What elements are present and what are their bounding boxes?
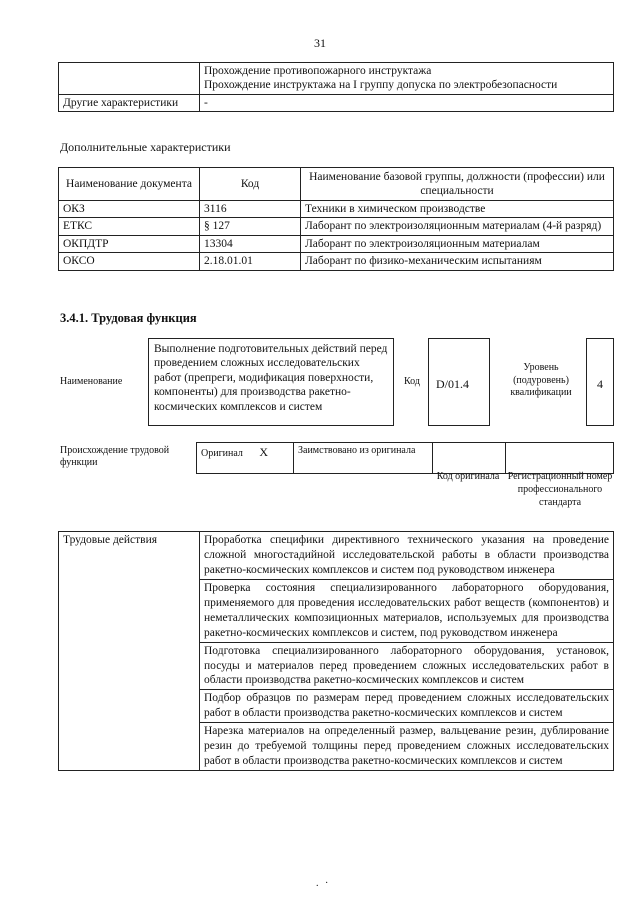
- top-characteristics-table: [58, 62, 614, 112]
- origin-code-caption: Код оригинала: [436, 471, 500, 482]
- reg-number-caption: Регистрационный номер профессионального стандарта: [507, 471, 613, 508]
- table-row: [197, 443, 614, 474]
- qualification-level-label: Уровень (подуровень) квалификации: [510, 362, 572, 398]
- table-row: [59, 218, 614, 235]
- qualification-level-value: 4: [586, 338, 614, 426]
- page-number: 31: [314, 36, 326, 50]
- doc-name-cell: ЕТКС: [59, 218, 200, 235]
- table-row: [59, 94, 614, 111]
- additional-characteristics-table: [58, 167, 614, 271]
- instruction-cell: [200, 63, 614, 95]
- origin-code-cell: [433, 443, 506, 474]
- labor-action-item: Проверка состояния специализированного лабораторного оборудования, применяемого для проведения исследовательских работ веществ (компонентов) и неметаллических композиционных материалов, используемых для производства ракетно-космических комплексов и систем, под руководством инженера: [200, 579, 614, 642]
- header-code: Код: [200, 168, 301, 201]
- function-name-label: Наименование: [60, 376, 123, 387]
- labor-action-item: Подбор образцов по размерам перед проведением сложных исследовательских работ в области производства ракетно-космических комплексов и систем: [200, 690, 614, 723]
- code-cell: 2.18.01.01: [200, 253, 301, 270]
- function-name-value: Выполнение подготовительных действий перед проведением сложных исследовательских работ (препреги, модификация поверхности, компоненты) для производства ракетно-космических комплексов и систем: [148, 338, 394, 426]
- header-base-group: Наименование базовой группы, должности (профессии) или специальности: [301, 168, 614, 201]
- labor-actions-table: [58, 531, 614, 771]
- doc-name-cell: ОКПДТР: [59, 235, 200, 252]
- table-row: [59, 201, 614, 218]
- labor-actions-label: Трудовые действия: [59, 532, 200, 771]
- borrowed-label: Заимствовано из оригинала: [294, 443, 433, 474]
- code-cell: 13304: [200, 235, 301, 252]
- labor-action-item: Проработка специфики директивного технического указания на проведение сложной многостадийной исследовательской работы в области производства ракетно-космических комплексов и систем под руководством инженера: [200, 532, 614, 580]
- reg-number-cell: [506, 443, 614, 474]
- table-header-row: [59, 168, 614, 201]
- other-characteristics-value: -: [200, 94, 614, 111]
- table-row: [59, 235, 614, 252]
- header-document-name: Наименование документа: [59, 168, 200, 201]
- additional-characteristics-title: Дополнительные характеристики: [60, 140, 231, 154]
- group-cell: Техники в химическом производстве: [301, 201, 614, 218]
- instruction-fire-safety: Прохождение противопожарного инструктажа: [204, 65, 432, 77]
- scan-artifact: . ·: [316, 878, 331, 889]
- doc-name-cell: ОКСО: [59, 253, 200, 270]
- group-cell: Лаборант по электроизоляционным материалам: [301, 235, 614, 252]
- code-cell: 3116: [200, 201, 301, 218]
- table-row: [59, 253, 614, 270]
- original-label: Оригинал: [201, 448, 243, 459]
- function-code-value: D/01.4: [428, 338, 490, 426]
- group-cell: Лаборант по физико-механическим испытаниям: [301, 253, 614, 270]
- original-mark: X: [259, 445, 269, 459]
- labor-action-item: Нарезка материалов на определенный размер, вальцевание резин, дублирование резин до требуемой толщины перед проведением сложных исследовательских работ в области производства ракетно-космических комплексов и систем: [200, 723, 614, 771]
- instruction-electrical-safety: Прохождение инструктажа на I группу допуска по электробезопасности: [204, 79, 558, 92]
- function-origin-label: Происхождение трудовой функции: [60, 445, 170, 468]
- function-code-label: Код: [404, 376, 420, 387]
- table-row: [59, 532, 614, 580]
- labor-action-item: Подготовка специализированного лабораторного оборудования, установок, посуды и материалов перед проведением сложных исследовательских работ в области производства ракетно-космических комплексов и систем: [200, 642, 614, 690]
- code-cell: § 127: [200, 218, 301, 235]
- table-row: [59, 63, 614, 95]
- original-cell: [197, 443, 294, 474]
- other-characteristics-label: Другие характеристики: [59, 94, 200, 111]
- doc-name-cell: ОКЗ: [59, 201, 200, 218]
- group-cell: Лаборант по электроизоляционным материалам (4-й разряд): [301, 218, 614, 235]
- empty-cell: [59, 63, 200, 95]
- labor-function-heading: 3.4.1. Трудовая функция: [60, 311, 197, 325]
